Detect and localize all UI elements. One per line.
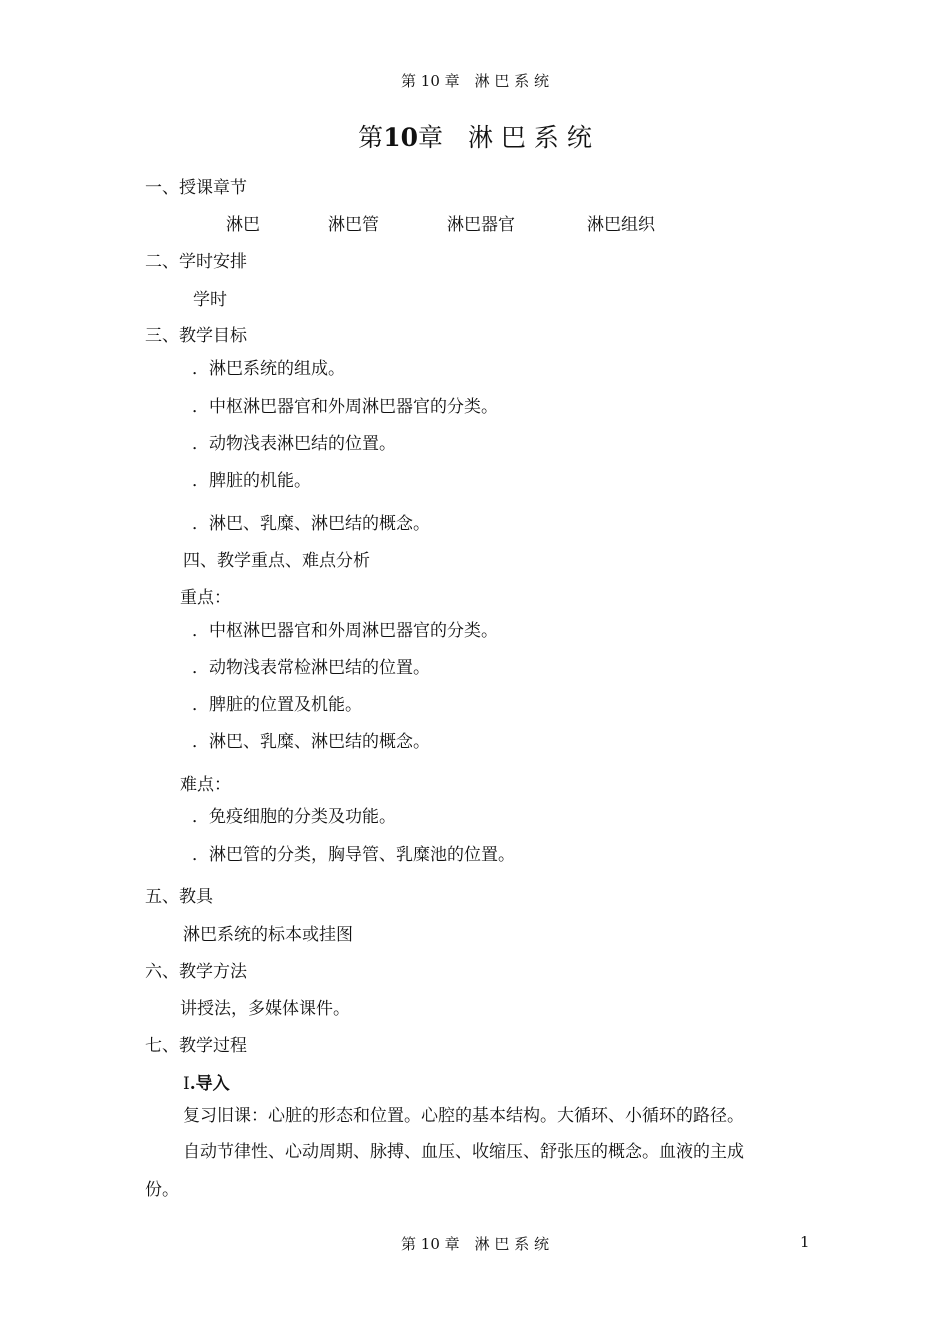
title-prefix: 第: [358, 123, 384, 152]
difficult-points-label: 难点：: [180, 775, 231, 795]
review-paragraph: 复习旧课：心脏的形态和位置。心腔的基本结构。大循环、小循环的路径。: [183, 1106, 744, 1126]
objective-item: ．淋巴、乳糜、淋巴结的概念。: [192, 514, 430, 534]
objective-item: ．动物浅表淋巴结的位置。: [192, 434, 396, 454]
difficult-point-item: ．淋巴管的分类，胸导管、乳糜池的位置。: [192, 845, 515, 865]
key-point-item: ．脾脏的位置及机能。: [192, 695, 362, 715]
section-7-heading: 七、教学过程: [145, 1036, 247, 1056]
chapter-item: 淋巴组织: [587, 215, 655, 235]
teaching-method-content: 讲授法，多媒体课件。: [180, 999, 350, 1019]
objective-item: ．脾脏的机能。: [192, 471, 311, 491]
key-points-label: 重点：: [180, 588, 231, 608]
page-title: [0, 118, 950, 154]
section-4-heading: 四、教学重点、难点分析: [183, 551, 370, 571]
section-6-heading: 六、教学方法: [145, 962, 247, 982]
section-1-heading: 一、授课章节: [145, 178, 247, 198]
title-number: 10: [383, 123, 418, 152]
key-point-item: ．中枢淋巴器官和外周淋巴器官的分类。: [192, 621, 498, 641]
intro-subheading: [183, 1069, 230, 1094]
chapter-item: 淋巴: [226, 215, 260, 235]
intro-label: .导入: [189, 1074, 230, 1094]
section-3-heading: 三、教学目标: [145, 326, 247, 346]
chapter-item: 淋巴管: [328, 215, 379, 235]
intro-roman-numeral: Ⅰ: [183, 1074, 190, 1094]
section-2-heading: 二、学时安排: [145, 252, 247, 272]
page-number: 1: [800, 1233, 810, 1251]
teaching-aids-content: 淋巴系统的标本或挂图: [183, 925, 353, 945]
objective-item: ．淋巴系统的组成。: [192, 359, 345, 379]
key-point-item: ．动物浅表常检淋巴结的位置。: [192, 658, 430, 678]
title-suffix: 章 淋 巴 系 统: [417, 123, 592, 152]
chapter-item: 淋巴器官: [447, 215, 515, 235]
hours-content: 学时: [193, 290, 227, 310]
section-5-heading: 五、教具: [145, 887, 213, 907]
page-header: 第 10 章 淋 巴 系 统: [401, 72, 549, 90]
review-paragraph-2-continued: 份。: [145, 1180, 179, 1200]
objective-item: ．中枢淋巴器官和外周淋巴器官的分类。: [192, 397, 498, 417]
key-point-item: ．淋巴、乳糜、淋巴结的概念。: [192, 732, 430, 752]
page-footer: 第 10 章 淋 巴 系 统: [401, 1235, 549, 1253]
review-paragraph-2: 自动节律性、心动周期、脉搏、血压、收缩压、舒张压的概念。血液的主成: [183, 1142, 744, 1162]
difficult-point-item: ．免疫细胞的分类及功能。: [192, 807, 396, 827]
